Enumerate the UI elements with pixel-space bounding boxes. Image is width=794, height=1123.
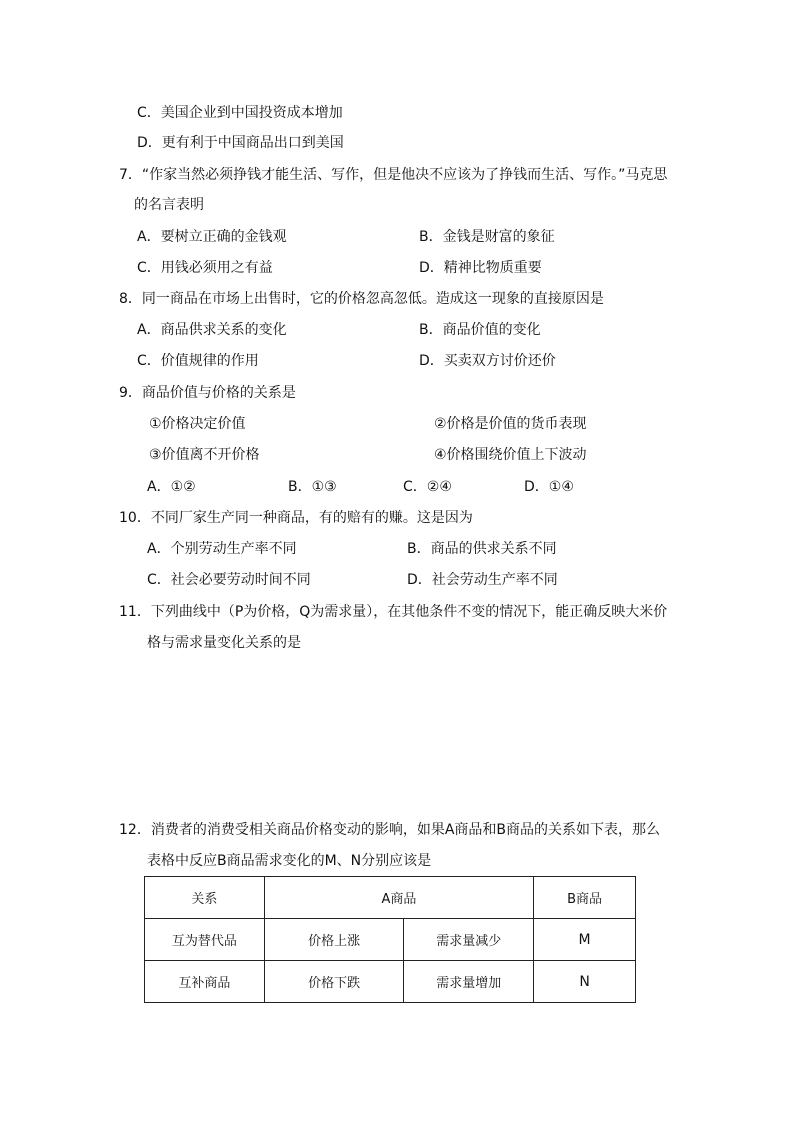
q8-option-a: A．商品供求关系的变化 [137, 322, 287, 338]
table-row [145, 919, 636, 961]
relation-cell: 互为替代品 [145, 919, 265, 961]
q12-stem-line1: 12．消费者的消费受相关商品价格变动的影响，如果A商品和B商品的关系如下表，那么 [119, 822, 660, 838]
q9-option-d: D．①④ [524, 479, 574, 495]
q8-option-c: C．价值规律的作用 [137, 353, 259, 369]
q9-statement-2: ②价格是价值的货币表现 [434, 416, 587, 432]
price-change-cell: 价格上涨 [264, 919, 404, 961]
q10-option-c: C．社会必要劳动时间不同 [147, 572, 311, 588]
demand-change-cell: 需求量增加 [404, 961, 534, 1003]
q9-statement-3: ③价值离不开价格 [149, 447, 260, 463]
price-change-cell: 价格下跌 [264, 961, 404, 1003]
q6-option-c: C．美国企业到中国投资成本增加 [137, 105, 343, 121]
table-row [145, 961, 636, 1003]
q10-option-b: B．商品的供求关系不同 [407, 541, 557, 557]
table-header-row [145, 877, 636, 919]
q7-option-b: B．金钱是财富的象征 [419, 229, 555, 245]
q11-stem-line1: 11．下列曲线中（P为价格，Q为需求量），在其他条件不变的情况下，能正确反映大米价 [119, 604, 668, 620]
q7-option-d: D．精神比物质重要 [419, 260, 542, 276]
q9-option-c: C．②④ [403, 479, 452, 495]
q6-option-d: D．更有利于中国商品出口到美国 [137, 135, 344, 151]
q10-option-a: A．个别劳动生产率不同 [147, 541, 297, 557]
q8-option-b: B．商品价值的变化 [419, 322, 541, 338]
header-goods-a: A商品 [264, 877, 533, 919]
q8-option-d: D．买卖双方讨价还价 [419, 353, 556, 369]
b-demand-cell: M [534, 919, 636, 961]
q7-option-c: C．用钱必须用之有益 [137, 260, 273, 276]
q7-stem-line2: 的名言表明 [134, 197, 204, 213]
q10-stem: 10．不同厂家生产同一种商品，有的赔有的赚。这是因为 [119, 510, 473, 526]
q7-option-a: A．要树立正确的金钱观 [137, 229, 287, 245]
q9-option-a: A．①② [147, 479, 196, 495]
q9-option-b: B．①③ [288, 479, 337, 495]
q9-stem: 9．商品价值与价格的关系是 [119, 385, 296, 401]
q11-stem-line2: 格与需求量变化关系的是 [147, 635, 301, 651]
demand-change-cell: 需求量减少 [404, 919, 534, 961]
q10-option-d: D．社会劳动生产率不同 [407, 572, 558, 588]
q9-statement-4: ④价格围绕价值上下波动 [434, 447, 587, 463]
b-demand-cell: N [534, 961, 636, 1003]
q9-statement-1: ①价格决定价值 [149, 416, 246, 432]
header-goods-b: B商品 [534, 877, 636, 919]
goods-relationship-table [144, 876, 636, 1003]
q8-stem: 8．同一商品在市场上出售时，它的价格忽高忽低。造成这一现象的直接原因是 [119, 291, 604, 307]
q7-stem-line1: 7．“作家当然必须挣钱才能生活、写作，但是他决不应该为了挣钱而生活、写作。”马克思 [119, 167, 668, 183]
header-relation: 关系 [145, 877, 265, 919]
relation-cell: 互补商品 [145, 961, 265, 1003]
q12-stem-line2: 表格中反应B商品需求变化的M、N分别应该是 [147, 853, 432, 869]
